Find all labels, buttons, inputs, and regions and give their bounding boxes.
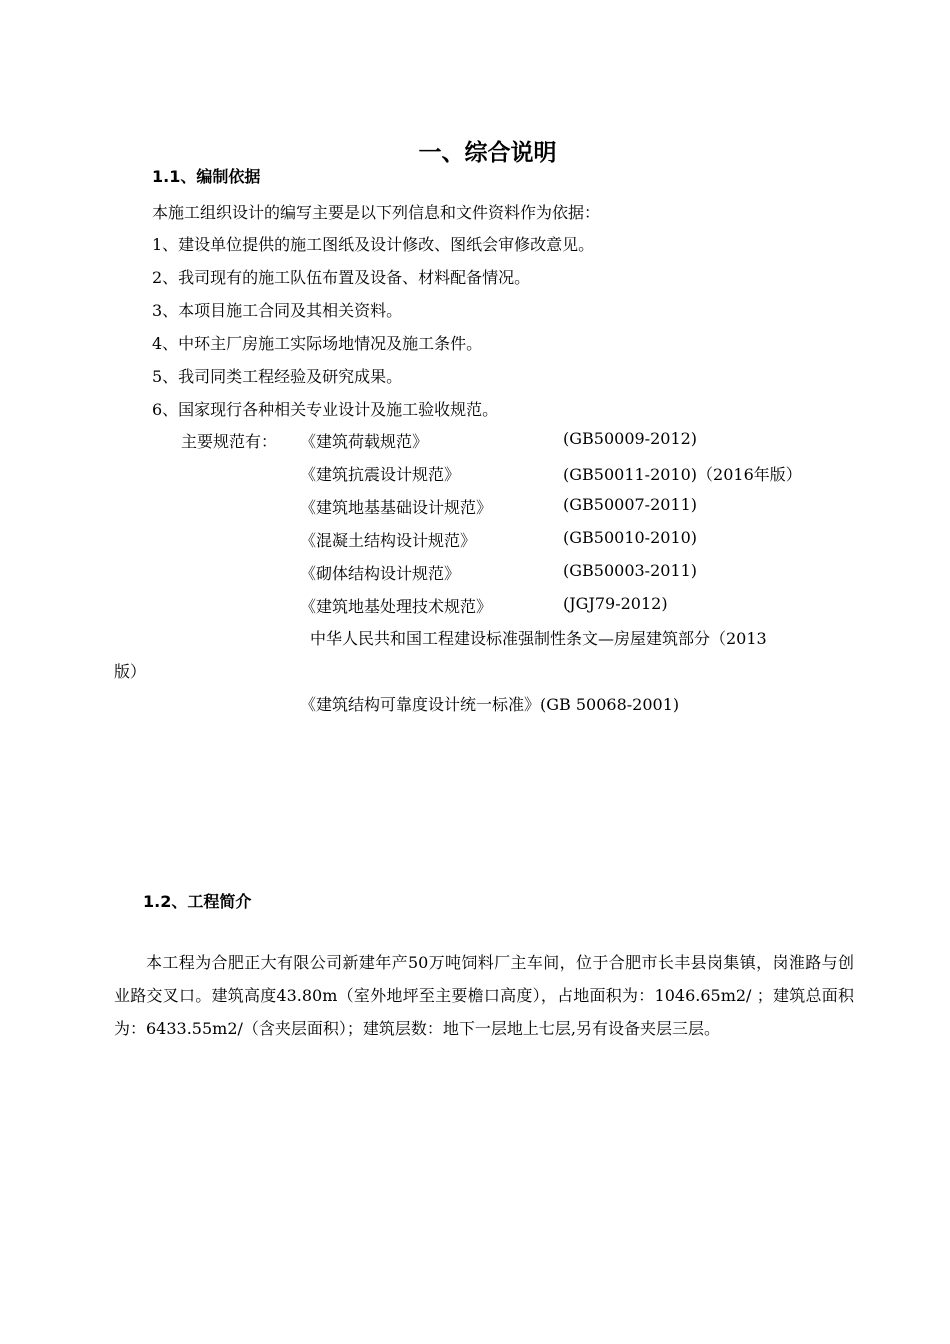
standard-code: (GB50009-2012) — [563, 429, 698, 448]
standards-label: 主要规范有： — [181, 432, 278, 451]
standard-code: (GB50007-2011) — [563, 495, 698, 514]
standard-code: (JGJ79-2012) — [563, 594, 668, 613]
section-heading-basis: 1.1、编制依据 — [152, 167, 261, 186]
mandatory-provisions-line: 中华人民共和国工程建设标准强制性条文—房屋建筑部分（2013 — [310, 629, 767, 648]
standard-name: 《砌体结构设计规范》 — [300, 564, 461, 583]
standard-name: 《建筑抗震设计规范》 — [300, 465, 461, 484]
standard-code: (GB50010-2010) — [563, 528, 698, 547]
standard-name: 《建筑荷载规范》 — [300, 432, 429, 451]
standard-name: 《建筑地基处理技术规范》 — [300, 597, 493, 616]
overview-paragraph: 本工程为合肥正大有限公司新建年产50万吨饲料厂主车间，位于合肥市长丰县岗集镇，岗淮路与创业路交叉口。建筑高度43.80m（室外地坪至主要檐口高度），占地面积为：1046.65m2/ ；建筑总面积为：6433.55m2/（含夹层面积）；建筑层数：地下一层地上七层,另有设备夹层三层。 — [114, 953, 854, 1038]
basis-item: 6、国家现行各种相关专业设计及施工验收规范。 — [152, 400, 499, 419]
basis-item: 5、我司同类工程经验及研究成果。 — [152, 367, 403, 386]
standard-name: 《混凝土结构设计规范》 — [300, 531, 477, 550]
section-heading-overview: 1.2、工程简介 — [143, 892, 252, 911]
basis-item: 1、建设单位提供的施工图纸及设计修改、图纸会审修改意见。 — [152, 235, 595, 254]
page-title: 一、综合说明 — [418, 140, 557, 166]
mandatory-provisions-line: 版） — [114, 662, 147, 681]
standard-name: 《建筑地基基础设计规范》 — [300, 498, 493, 517]
basis-intro: 本施工组织设计的编写主要是以下列信息和文件资料作为依据： — [152, 203, 601, 222]
reliability-standard: 《建筑结构可靠度设计统一标准》(GB 50068-2001) — [300, 695, 680, 714]
standard-code: (GB50011-2010)（2016年版） — [563, 465, 802, 484]
standard-code: (GB50003-2011) — [563, 561, 698, 580]
basis-item: 3、本项目施工合同及其相关资料。 — [152, 301, 403, 320]
basis-item: 2、我司现有的施工队伍布置及设备、材料配备情况。 — [152, 268, 531, 287]
basis-item: 4、中环主厂房施工实际场地情况及施工条件。 — [152, 334, 483, 353]
